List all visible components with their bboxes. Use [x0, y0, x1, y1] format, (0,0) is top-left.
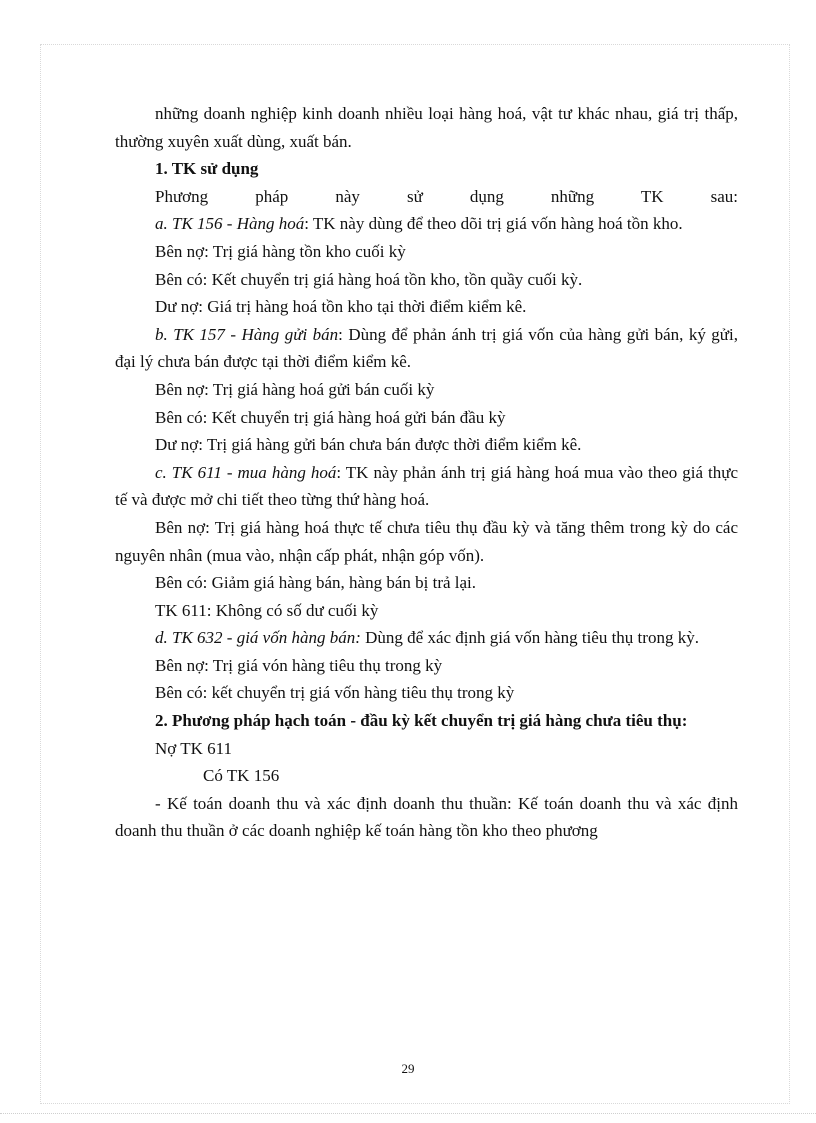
tk156-text: : TK này dùng để theo dõi trị giá vốn hàng hoá tồn kho.	[304, 214, 683, 234]
tk611-text: : TK này phản ánh trị giá hàng hoá mua vào theo giá thực tế và được mở chi tiết theo từng thứ hàng hoá.	[115, 462, 739, 510]
tk632-text: Dùng để xác định giá vốn hàng tiêu thụ trong kỳ.	[360, 628, 699, 648]
tk611-debit: Bên nợ: Trị giá hàng hoá thực tế chưa tiêu thụ đầu kỳ và tăng thêm trong kỳ do các nguyên nhân (mua vào, nhận cấp phát, nhận góp vốn).	[115, 517, 738, 565]
tk632-debit: Bên nợ: Trị giá vón hàng tiêu thụ trong kỳ	[155, 655, 443, 675]
journal-entry-credit: Có TK 156	[203, 766, 280, 786]
page-number: 29	[401, 1061, 415, 1076]
tk156-balance: Dư nợ: Giá trị hàng hoá tồn kho tại thời điểm kiểm kê.	[155, 297, 527, 317]
tk156-credit: Bên có: Kết chuyển trị giá hàng hoá tồn kho, tồn quầy cuối kỳ.	[155, 269, 583, 289]
paragraph-tk157	[115, 321, 738, 376]
tk156-debit: Bên nợ: Trị giá hàng tồn kho cuối kỳ	[155, 241, 406, 261]
paragraph-method: Phương pháp này sử dụng những TK sau:	[155, 186, 738, 206]
tk157-debit: Bên nợ: Trị giá hàng hoá gửi bán cuối kỳ	[155, 379, 435, 399]
tk611-balance: TK 611: Không có số dư cuối kỳ	[155, 600, 379, 620]
document-body	[115, 100, 738, 845]
journal-entry-debit: Nợ TK 611	[155, 738, 232, 758]
paragraph-tk632	[115, 624, 738, 652]
tk157-label: b. TK 157 - Hàng gửi bán	[155, 324, 339, 344]
tk632-credit: Bên có: kết chuyển trị giá vốn hàng tiêu thụ trong kỳ	[155, 683, 515, 703]
tk156-label: a. TK 156 - Hàng hoá	[155, 214, 305, 234]
tk611-label: c. TK 611 - mua hàng hoá	[155, 462, 337, 482]
heading-accounting-method: 2. Phương pháp hạch toán - đầu kỳ kết chuyển trị giá hàng chưa tiêu thụ:	[155, 711, 688, 731]
paragraph-intro: những doanh nghiệp kinh doanh nhiều loại hàng hoá, vật tư khác nhau, giá trị thấp, thường xuyên xuất dùng, xuất bán.	[115, 104, 738, 151]
heading-accounts-used: 1. TK sử dụng	[155, 159, 259, 179]
paragraph-tk156	[115, 210, 738, 238]
tk157-text: : Dùng để phản ánh trị giá vốn của hàng gửi bán, ký gửi, đại lý chưa bán được tại thời điểm kiểm kê.	[115, 324, 738, 372]
tk157-balance: Dư nợ: Trị giá hàng gửi bán chưa bán được thời điểm kiểm kê.	[155, 435, 582, 455]
tk611-credit: Bên có: Giảm giá hàng bán, hàng bán bị trả lại.	[155, 573, 477, 593]
paragraph-revenue: - Kế toán doanh thu và xác định doanh thu thuần: Kế toán doanh thu và xác định doanh thu thuần ở các doanh nghiệp kế toán hàng tồn kho theo phương	[115, 793, 738, 841]
page-bottom-edge	[0, 1113, 816, 1114]
tk632-label: d. TK 632 - giá vốn hàng bán:	[155, 628, 361, 648]
tk157-credit: Bên có: Kết chuyển trị giá hàng hoá gửi bán đầu kỳ	[155, 407, 506, 427]
paragraph-tk611	[115, 459, 738, 514]
